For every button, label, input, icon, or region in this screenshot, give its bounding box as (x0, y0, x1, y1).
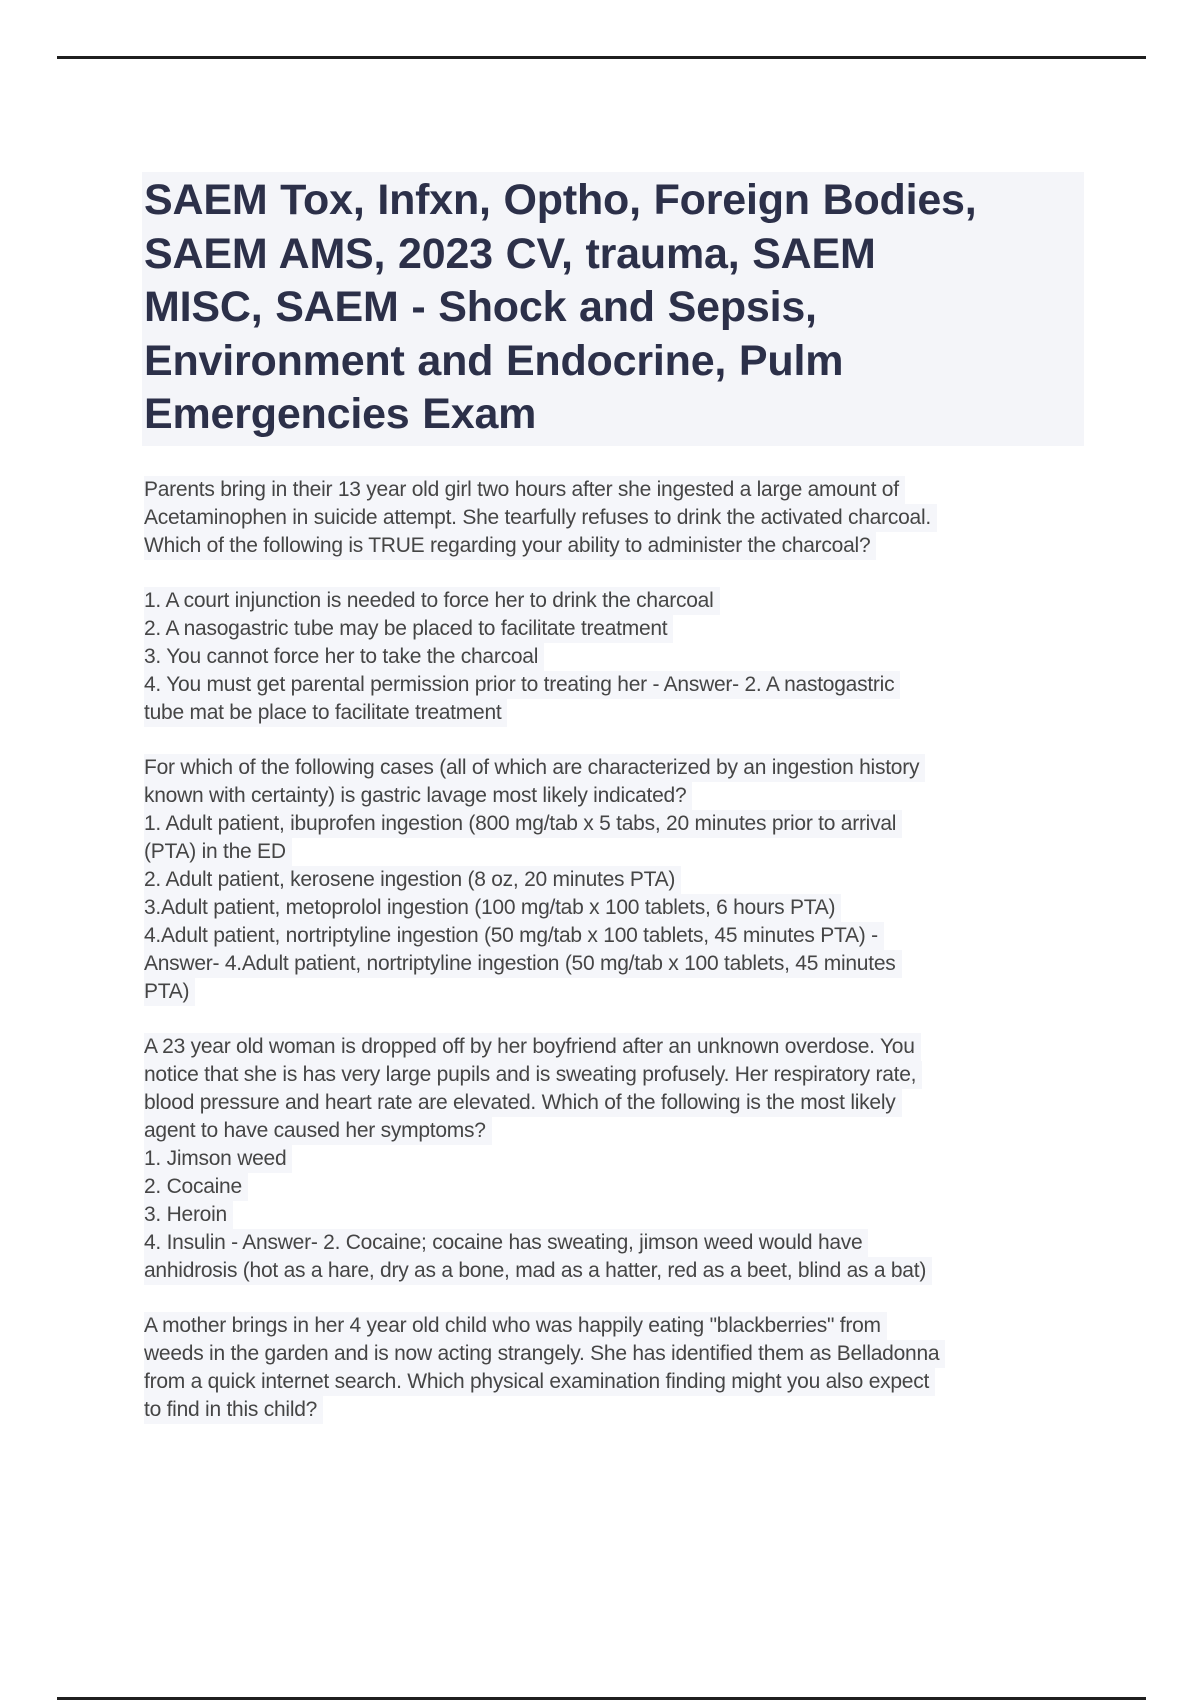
question-line: 1. Jimson weed (144, 1145, 292, 1173)
question-line: 2. Adult patient, kerosene ingestion (8 oz, 20 minutes PTA) (144, 866, 681, 894)
question-line: anhidrosis (hot as a hare, dry as a bone, mad as a hatter, red as a beet, blind as a bat) (144, 1257, 932, 1285)
question-line: 3.Adult patient, metoprolol ingestion (100 mg/tab x 100 tablets, 6 hours PTA) (144, 894, 841, 922)
question-line: blood pressure and heart rate are elevated. Which of the following is the most likely (144, 1089, 902, 1117)
question-4 (144, 1312, 1084, 1424)
document-title (142, 172, 1084, 446)
title-line: Environment and Endocrine, Pulm (144, 336, 844, 385)
title-line: SAEM Tox, Infxn, Optho, Foreign Bodies, (144, 176, 977, 224)
answer-option-line: 3. You cannot force her to take the charcoal (144, 643, 544, 671)
question-line: 1. Adult patient, ibuprofen ingestion (800 mg/tab x 5 tabs, 20 minutes prior to arrival (144, 810, 902, 838)
question-line: 4. Insulin - Answer- 2. Cocaine; cocaine has sweating, jimson weed would have (144, 1229, 868, 1257)
question-1 (144, 476, 1084, 727)
question-3 (144, 1033, 1084, 1285)
question-line: to find in this child? (144, 1396, 323, 1424)
question-line: Answer- 4.Adult patient, nortriptyline ingestion (50 mg/tab x 100 tablets, 45 minutes (144, 950, 902, 978)
question-line: A 23 year old woman is dropped off by her boyfriend after an unknown overdose. You (144, 1033, 921, 1061)
question-line: PTA) (144, 978, 195, 1006)
answer-option-line: 4. You must get parental permission prior to treating her - Answer- 2. A nastogastric (144, 671, 900, 699)
question-line: (PTA) in the ED (144, 838, 292, 866)
question-line: 4.Adult patient, nortriptyline ingestion (50 mg/tab x 100 tablets, 45 minutes PTA) - (144, 922, 884, 950)
answer-option-line: 1. A court injunction is needed to force her to drink the charcoal (144, 587, 720, 615)
title-line: Emergencies Exam (144, 390, 537, 438)
question-line: from a quick internet search. Which physical examination finding might you also expect (144, 1368, 935, 1396)
question-stem-line: Which of the following is TRUE regarding your ability to administer the charcoal? (144, 532, 876, 560)
question-line: 2. Cocaine (144, 1173, 248, 1201)
question-line: weeds in the garden and is now acting strangely. She has identified them as Belladonna (144, 1340, 945, 1368)
question-line: notice that she is has very large pupils and is sweating profusely. Her respiratory rate, (144, 1061, 922, 1089)
answer-option-line: tube mat be place to facilitate treatment (144, 699, 507, 727)
question-line: A mother brings in her 4 year old child who was happily eating "blackberries" from (144, 1312, 887, 1340)
answer-option-line: 2. A nasogastric tube may be placed to facilitate treatment (144, 615, 673, 643)
question-line: known with certainty) is gastric lavage most likely indicated? (144, 782, 692, 810)
question-line: agent to have caused her symptoms? (144, 1117, 492, 1145)
question-line: For which of the following cases (all of which are characterized by an ingestion history (144, 754, 925, 782)
top-page-rule (57, 56, 1146, 59)
question-stem-line: Acetaminophen in suicide attempt. She tearfully refuses to drink the activated charcoal. (144, 504, 937, 532)
question-line: 3. Heroin (144, 1201, 233, 1229)
document-page (144, 172, 1084, 1424)
paragraph-gap (144, 560, 1084, 587)
question-stem-line: Parents bring in their 13 year old girl two hours after she ingested a large amount of (144, 476, 905, 504)
title-line: MISC, SAEM - Shock and Sepsis, (144, 283, 817, 331)
question-list (144, 476, 1084, 1424)
title-line: SAEM AMS, 2023 CV, trauma, SAEM (144, 229, 876, 278)
question-2 (144, 754, 1084, 1006)
